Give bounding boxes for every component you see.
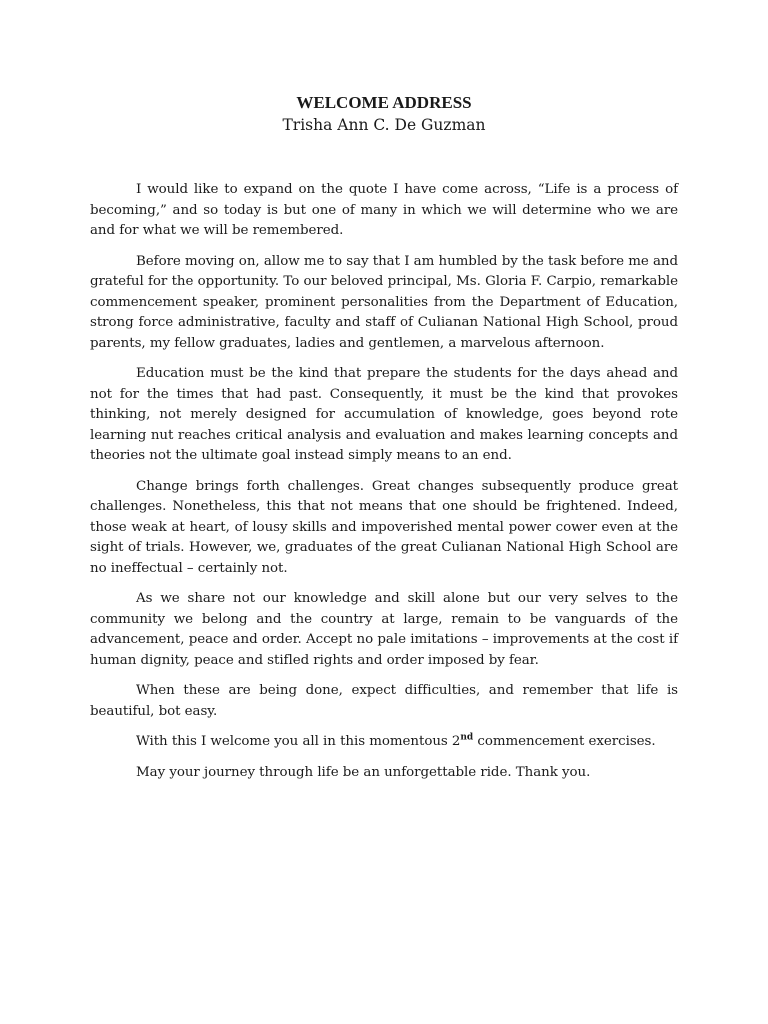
paragraph-1: I would like to expand on the quote I have come across, “Life is a process of becoming,” and so today is but one of many in which we will determine who we are and for what we will be remembered. (90, 182, 678, 238)
paragraph-6: When these are being done, expect difficulties, and remember that life is beautiful, bot easy. (90, 683, 678, 719)
closing-text-after: commencement exercises. (473, 734, 656, 749)
paragraph-3: Education must be the kind that prepare the students for the days ahead and not for the times that had past. Consequently, it must be the kind that provokes thinking, not merely designed for accumulation of knowledge, goes beyond rote learning nut reaches critical analysis and evaluation and makes learning concepts and theories not the ultimate goal instead simply means to an end. (90, 366, 678, 463)
document-page (90, 92, 678, 793)
document-title: WELCOME ADDRESS (296, 93, 472, 112)
paragraph-5: As we share not our knowledge and skill alone but our very selves to the community we belong and the country at large, remain to be vanguards of the advancement, peace and order. Accept no pale imitations – improvements at the cost if human dignity, peace and stifled rights and order imposed by fear. (90, 591, 678, 668)
paragraph-closing (90, 732, 678, 753)
paragraph-final: May your journey through life be an unforgettable ride. Thank you. (136, 764, 591, 780)
ordinal-superscript: nd (460, 732, 474, 743)
paragraph-2: Before moving on, allow me to say that I am humbled by the task before me and grateful for the opportunity. To our beloved principal, Ms. Gloria F. Carpio, remarkable commencement speaker, prominent personalities from the Department of Education, strong force administrative, faculty and staff of Culianan National High School, proud parents, my fellow graduates, ladies and gentlemen, a marvelous afternoon. (90, 253, 678, 351)
author-name: Trisha Ann C. De Guzman (282, 116, 486, 134)
closing-text-before: With this I welcome you all in this momentous 2 (136, 734, 461, 749)
paragraph-4: Change brings forth challenges. Great changes subsequently produce great challenges. Nonetheless, this that not means that one should be frightened. Indeed, those weak at heart, of lousy skills and impoverished mental power cower even at the sight of trials. However, we, graduates of the great Culianan National High School are no ineffectual – certainly not. (90, 478, 678, 576)
